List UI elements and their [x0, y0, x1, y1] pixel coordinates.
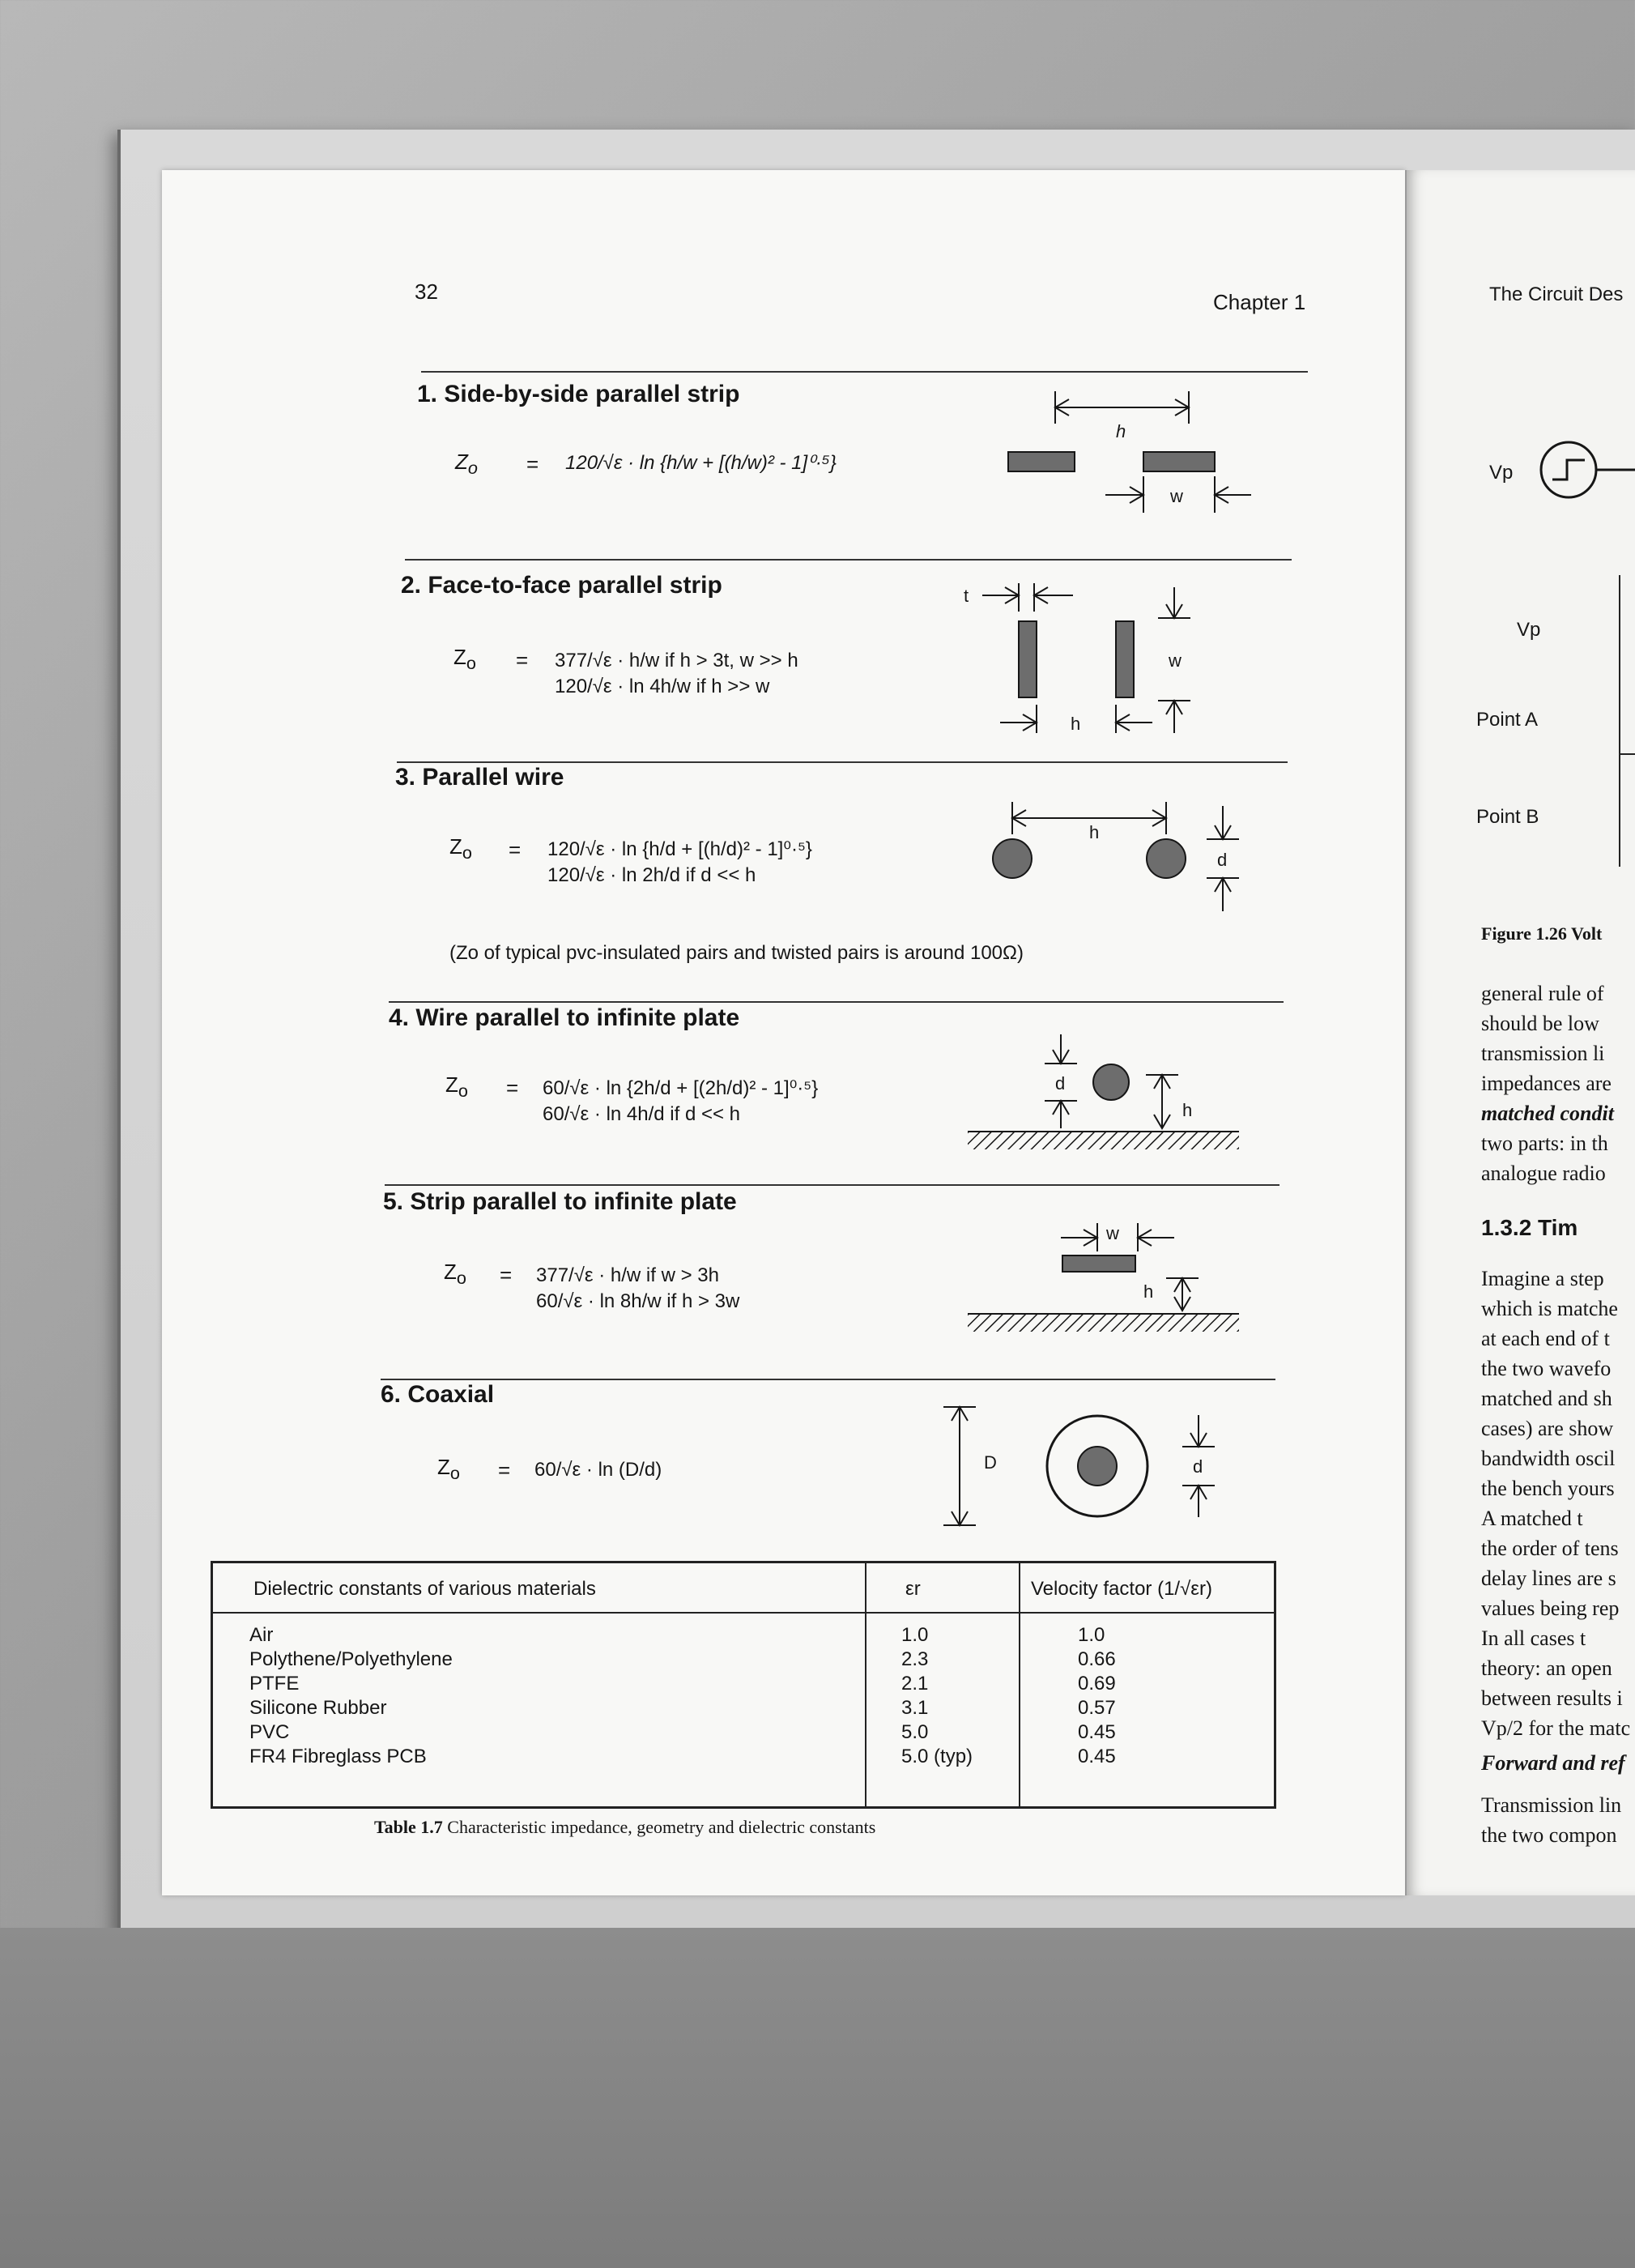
equals-3: = [509, 838, 522, 862]
diagram-label-h: h [1116, 421, 1126, 441]
equals-6: = [498, 1458, 511, 1482]
scope-trace-axis [1619, 575, 1620, 867]
right-running-head: The Circuit Des [1489, 284, 1624, 305]
diagram-label-d6: d [1193, 1456, 1203, 1477]
equals-2: = [516, 648, 529, 672]
table-row: Air [249, 1624, 274, 1646]
equals-4: = [506, 1076, 519, 1100]
diagram-label-w2: w [1169, 650, 1182, 671]
table-cell: 0.45 [1078, 1721, 1116, 1743]
equals-5: = [500, 1263, 513, 1287]
formula-1-line-1: 120/√ε · ln {h/w + [(h/w)² - 1]⁰·⁵} [565, 452, 837, 474]
page-number: 32 [415, 279, 438, 304]
twisted-pair-note: (Zo of typical pvc-insulated pairs and twisted pairs is around 100Ω) [449, 942, 1024, 964]
table-header-epsilon: εr [905, 1578, 921, 1600]
table-materials-column [249, 1623, 453, 1769]
table-cell: 0.66 [1078, 1648, 1116, 1670]
z-symbol-2: $Z_o$ [453, 645, 476, 674]
z-symbol-6: $Z_o$ [437, 1455, 460, 1484]
diagram-label-h4: h [1182, 1100, 1193, 1120]
table-epsilon-column [901, 1623, 973, 1769]
diagram-label-d3: d [1217, 850, 1228, 870]
dielectric-constants-table [211, 1561, 1276, 1809]
diagram-parallel-wire [980, 798, 1255, 919]
table-row: PTFE [249, 1673, 300, 1695]
table-header-materials: Dielectric constants of various materials [253, 1578, 596, 1600]
right-paragraph-2: Imagine a step which is matche at each end of t the two wavefo matched and sh cases) are show bandwidth oscil the bench yours A matched t the order of tens delay lines are s values being rep In all cases t theory: an open between results i Vp/2 for the matc [1481, 1267, 1631, 1740]
formula-3-line-2: 120/√ε · ln 2h/d if d << h [547, 864, 756, 886]
diagram-label-h2: h [1071, 714, 1081, 734]
formula-5-line-2: 60/√ε · ln 8h/w if h > 3w [536, 1290, 740, 1312]
diagram-label-t: t [964, 586, 969, 606]
diagram-label-h3: h [1089, 822, 1100, 842]
table-cell: 0.69 [1078, 1673, 1116, 1695]
section-title-1: 1. Side-by-side parallel strip [417, 381, 740, 407]
section-title-2: 2. Face-to-face parallel strip [401, 572, 722, 599]
section-title-4: 4. Wire parallel to infinite plate [389, 1004, 740, 1031]
diagram-side-by-side-strip [1004, 387, 1247, 533]
section-title-3: 3. Parallel wire [395, 764, 564, 791]
formula-4-line-1: 60/√ε · ln {2h/d + [(2h/d)² - 1]⁰·⁵} [543, 1077, 819, 1099]
z-symbol-3: $Z_o$ [449, 834, 472, 863]
right-section-heading: 1.3.2 Tim [1481, 1215, 1578, 1240]
z-symbol-4: $Z_o$ [445, 1072, 468, 1102]
diagram-label-d4: d [1055, 1073, 1066, 1094]
table-cell: 0.45 [1078, 1746, 1116, 1767]
right-paragraph-1: general rule of should be low transmission li impedances are matched condit two parts: in th analogue radio [1481, 982, 1614, 1185]
diagram-strip-over-plate [964, 1215, 1247, 1345]
table-cell: 3.1 [901, 1697, 929, 1719]
table-cell: 0.57 [1078, 1697, 1116, 1719]
formula-2-line-1: 377/√ε · h/w if h > 3t, w >> h [555, 650, 798, 671]
diagram-label-w: w [1170, 486, 1183, 506]
formula-6-line-1: 60/√ε · ln (D/d) [534, 1459, 662, 1481]
table-row: Silicone Rubber [249, 1697, 387, 1719]
running-head: Chapter 1 [1213, 290, 1306, 314]
formula-4-line-2: 60/√ε · ln 4h/d if d << h [543, 1103, 741, 1125]
table-row: Polythene/Polyethylene [249, 1648, 453, 1670]
table-row: FR4 Fibreglass PCB [249, 1746, 427, 1767]
formula-3-line-1: 120/√ε · ln {h/d + [(h/d)² - 1]⁰·⁵} [547, 838, 812, 860]
section-title-6: 6. Coaxial [381, 1381, 495, 1408]
section-rule-6 [381, 1379, 1275, 1380]
table-cell: 1.0 [1078, 1624, 1105, 1646]
diagram-wire-over-plate [964, 1033, 1247, 1162]
section-rule-4 [389, 1001, 1284, 1003]
table-cell: 5.0 (typ) [901, 1746, 973, 1767]
right-paragraph-3: Transmission lin the two compon [1481, 1793, 1622, 1847]
z-symbol-1: $Z_o$ [455, 450, 478, 479]
diagram-label-w5: w [1106, 1223, 1119, 1243]
equals-1: = [526, 452, 539, 476]
right-label-point-b: Point B [1476, 806, 1539, 828]
table-column-rule-2 [1019, 1563, 1020, 1806]
section-rule-3 [397, 761, 1288, 763]
table-header-velocity: Velocity factor (1/√εr) [1031, 1578, 1212, 1600]
section-title-5: 5. Strip parallel to infinite plate [383, 1188, 737, 1215]
formula-5-line-1: 377/√ε · h/w if w > 3h [536, 1264, 719, 1286]
z-symbol-5: $Z_o$ [444, 1260, 466, 1289]
table-caption: Table 1.7 Characteristic impedance, geometry and dielectric constants [374, 1817, 876, 1837]
right-label-point-a: Point A [1476, 709, 1539, 731]
section-rule-2 [405, 559, 1292, 561]
right-page [1405, 170, 1635, 1895]
right-label-vp-2: Vp [1517, 619, 1541, 641]
table-cell: 5.0 [901, 1721, 929, 1743]
diagram-face-to-face-strip [960, 579, 1219, 741]
diagram-label-h5: h [1143, 1281, 1154, 1302]
section-rule-5 [385, 1184, 1279, 1186]
right-italic-heading: Forward and ref [1481, 1751, 1625, 1775]
scope-trace-tick [1619, 753, 1635, 755]
diagram-label-D: D [984, 1452, 997, 1473]
voltage-source-symbol [1536, 437, 1635, 502]
table-header-rule [213, 1612, 1274, 1614]
table-cell: 1.0 [901, 1624, 929, 1646]
table-column-rule-1 [865, 1563, 866, 1806]
table-row: PVC [249, 1721, 290, 1743]
formula-2-line-2: 120/√ε · ln 4h/w if h >> w [555, 676, 770, 697]
table-cell: 2.3 [901, 1648, 929, 1670]
diagram-coaxial [931, 1405, 1247, 1535]
right-label-vp-1: Vp [1489, 462, 1514, 484]
table-cell: 2.1 [901, 1673, 929, 1695]
table-velocity-column [1078, 1623, 1116, 1769]
right-figure-caption: Figure 1.26 Volt [1481, 923, 1603, 944]
scanner-background [0, 1928, 1635, 2268]
section-rule-1 [421, 371, 1308, 373]
